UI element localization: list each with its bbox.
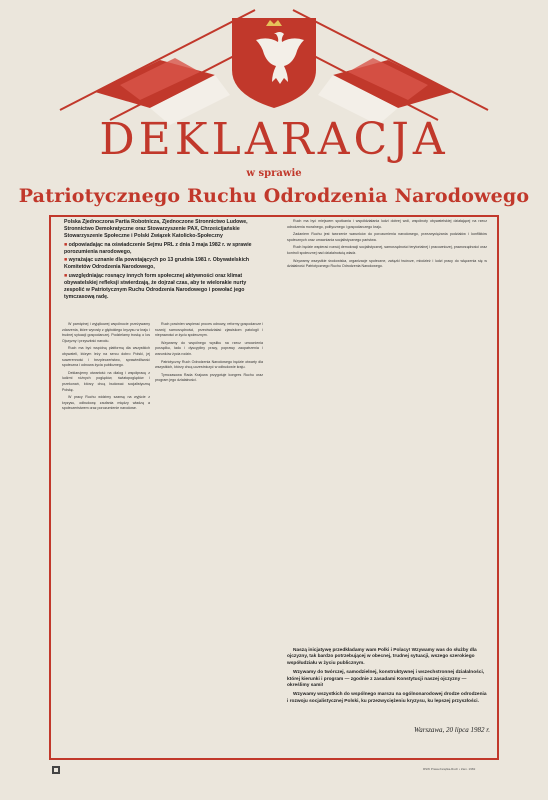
body-column-3 [287,219,487,272]
col3-paragraph: Zadaniem Ruchu jest tworzenie warunków do porozumienia narodowego, przezwyciężania podziałów i konfliktów społecznych oraz umacniania socjalistycznego państwa. [287,232,487,242]
col2-paragraph: Patriotyczny Ruch Odrodzenia Narodowego będzie otwarty dla wszystkich, którzy chcą uczestniczyć w odbudowie kraju. [155,359,263,370]
poster-subtitle: Patriotycznego Ruchu Odrodzenia Narodowego [18,185,530,207]
print-info: RSW Prasa-Książka-Ruch • Zam. 1982 [423,767,476,771]
appeal-paragraph: Wzywamy do twórczej, samodzielnej, konstruktywnej i wszechstronnej działalności, której kierunki i program — zgodnie z zasadami Konstytucji naszej ojczyzny — określimy sami! [287,670,485,689]
emblem-with-banners [0,0,548,130]
col1-paragraph: Deklarujemy otwartość na dialog i współpracę z ludźmi różnych poglądów, światopoglądów i przekonań, którzy chcą budować socjalistyczną Polskę. [62,370,150,392]
appeal-block [287,648,487,708]
col1-paragraph: W pracy Ruchu widzimy szansę na wyjście z kryzysu, odbudowę zaufania między władzą a społeczeństwem oraz porozumienie narodowe. [62,395,150,411]
intro-point-1-text: odpowiadając na oświadczenie Sejmu PRL z dnia 3 maja 1982 r. w sprawie porozumienia narodowego, [64,241,252,255]
poster-title: DEKLARACJA [99,114,449,165]
col3-paragraph: Ruch będzie wspierać rozwój demokracji socjalistycznej, samorządności terytorialnej i pracowniczej, praworządności oraz kontroli społecznej nad działalnością władz. [287,245,487,255]
col1-paragraph: Ruch ma być wspólną platformą dla wszystkich obywateli, którym leży na sercu dobro Polski, jej suwerenność i bezpieczeństwo, sprawiedliwość społeczna i odnowa życia publicznego. [62,346,150,368]
col2-paragraph: Wzywamy do wspólnego wysiłku na rzecz umocnienia porządku, ładu i dyscypliny pracy, poprawy zaopatrzenia i warunków życia rodzin. [155,340,263,356]
appeal-paragraph: Wzywamy wszystkich do wspólnego marszu na ogólnonarodowej drodze odrodzenia i rozwoju socjalistycznej Polski, ku przezwyciężeniu kryzysu, ku lepszej przyszłości. [287,692,487,704]
appeal-paragraph: Naszą inicjatywę przedkładamy wam Polki i Polacy! Wzywamy was do służby dla ojczyzny, tak bardzo potrzebującej w obecnej, trudnej sytuacji, wszego szerokiego współudziału w życiu publicznym. [287,648,477,666]
col1-paragraph: W pamiętnej i wyjątkowej wspólnocie przeżywamy zdarzenia, które wyrosły z głębokiego kryzysu w kraju i trudnej sytuacji gospodarczej. Podzielamy troskę o los Ojczyzny i przyszłość narodu. [62,322,150,343]
printer-mark-icon [52,766,60,774]
col2-paragraph: Tymczasowa Rada Krajowa przygotuje kongres Ruchu oraz program jego działalności. [155,372,263,383]
polish-eagle-icon [232,18,316,108]
body-column-2 [155,322,263,386]
intro-point-2: ■ wyrażając uznanie dla powstających po 13 grudnia 1981 r. Obywatelskich Komitetów Odrodzenia Narodowego, [64,257,250,270]
col3-paragraph: Wzywamy wszystkie środowiska, organizacje społeczne, związki twórcze, młodzież i ludzi pracy do włączenia się w działalność Patriotycznego Ruchu Odrodzenia Narodowego. [287,258,487,269]
intro-point-1: ■ odpowiadając na oświadczenie Sejmu PRL z dnia 3 maja 1982 r. w sprawie porozumienia narodowego, [64,241,252,255]
intro-block [64,219,264,302]
subtitle-prefix: w sprawie [246,168,302,179]
intro-point-3: ■ uwzględniając rosnący innych form społecznej aktywności oraz klimat obywatelskiej refleksji stwierdzają, że dojrzał czas, aby te wielorakie nurty zespolić w Patriotycznym Ruchu Odrodzenia Narodowego i powołać jego tymczasową radę. [64,272,247,300]
intro-point-3-text: uwzględniając rosnący innych form społecznej aktywności oraz klimat obywatelskiej refleksji stwierdzają, że dojrzał czas, aby te wielorakie nurty zespolić w Patriotycznym Ruchu Odrodzenia Narodowego i powołać jego tymczasową radę. [64,272,247,300]
signature-date: Warszawa, 20 lipca 1982 r. [414,726,490,734]
body-column-1 [62,322,150,414]
col3-paragraph: Ruch ma być miejscem spotkania i współdziałania ludzi dobrej woli, wspólnoty obywatelskiej działającej na rzecz odrodzenia moralnego, politycznego i gospodarczego kraju. [287,219,487,229]
intro-parties: Polska Zjednoczona Partia Robotnicza, Zjednoczone Stronnictwo Ludowe, Stronnictwo Demokratyczne oraz Stowarzyszenie PAX, Chrześcijańskie Stowarzyszenie Społeczne i Polski Związek Katolicko-Społeczny [64,219,248,239]
intro-point-2-text: wyrażając uznanie dla powstających po 13 grudnia 1981 r. Obywatelskich Komitetów Odrodzenia Narodowego, [64,257,250,270]
col2-paragraph: Ruch powinien wspierać proces odnowy, reformy gospodarcze i rozwój samorządności, przeciwdziałać zjawiskom patologii i nieprawości w życiu społecznym. [155,322,263,338]
